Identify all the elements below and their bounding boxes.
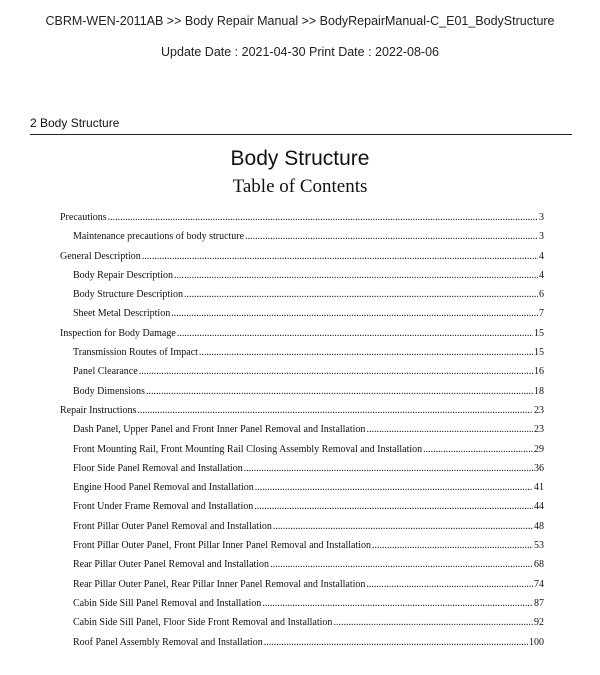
toc-entry-page: 100 [529,636,544,648]
document-title: Body Structure [230,147,370,170]
toc-entry-title: Rear Pillar Outer Panel Removal and Installation [73,559,270,571]
toc-leader-dots [174,266,538,285]
toc-entry[interactable] [60,362,544,381]
breadcrumb: CBRM-WEN-2011AB >> Body Repair Manual >> BodyRepairManual-C_E01_BodyStructure [45,14,555,28]
toc-entry-page: 53 [534,540,544,552]
toc-entry-page: 15 [534,347,544,359]
toc-entry-page: 7 [539,308,544,320]
toc-entry[interactable] [60,266,544,285]
toc-entry-page: 23 [534,404,544,416]
toc-leader-dots [199,343,533,362]
toc-entry-page: 3 [539,212,544,223]
toc-entry-title: Engine Hood Panel Removal and Installation [73,482,254,494]
toc-leader-dots [137,401,533,420]
toc-entry[interactable] [60,497,544,516]
toc-leader-dots [108,208,538,227]
toc-entry-title: Inspection for Body Damage [60,327,176,339]
toc-entry-page: 15 [534,327,544,339]
toc-entry[interactable] [60,420,544,439]
toc-entry-title: Front Pillar Outer Panel Removal and Installation [73,520,272,532]
toc-entry-title: Panel Clearance [73,366,138,378]
toc-entry[interactable] [60,382,544,401]
toc-entry-page: 18 [534,385,544,397]
toc-entry[interactable] [60,459,544,478]
update-print-dates: Update Date : 2021-04-30 Print Date : 2022-08-06 [161,45,439,59]
toc-leader-dots [244,459,533,478]
toc-entry-page: 74 [534,578,544,590]
toc-entry[interactable] [60,633,544,652]
toc-leader-dots [423,440,533,459]
toc-leader-dots [264,633,528,652]
toc-leader-dots [262,594,533,613]
toc-leader-dots [139,362,533,381]
toc-entry-title: Transmission Routes of Impact [73,347,198,359]
toc-leader-dots [273,517,533,536]
toc-entry[interactable] [60,536,544,555]
toc-entry-page: 3 [539,231,544,243]
toc-entry-title: Front Under Frame Removal and Installation [73,501,254,513]
toc-entry[interactable] [60,517,544,536]
toc-entry-page: 68 [534,559,544,571]
toc-entry[interactable] [60,247,544,266]
toc-entry-title: Roof Panel Assembly Removal and Installation [73,636,263,648]
toc-leader-dots [171,304,538,323]
toc-entry-title: Body Repair Description [73,269,173,281]
toc-leader-dots [254,497,533,516]
toc-entry-title: Cabin Side Sill Panel, Floor Side Front Removal and Installation [73,617,333,629]
toc-entry[interactable] [60,613,544,632]
toc-entry-title: Body Structure Description [73,289,183,301]
toc-entry-title: Floor Side Panel Removal and Installation [73,462,243,474]
toc-entry-title: Front Mounting Rail, Front Mounting Rail Closing Assembly Removal and Installation [73,443,423,455]
toc-entry[interactable] [60,208,544,227]
toc-entry[interactable] [60,440,544,459]
toc-entry-title: Sheet Metal Description [73,308,171,320]
toc-entry-page: 4 [539,269,544,281]
toc-entry-title: Body Dimensions [73,385,145,397]
toc-leader-dots [366,420,533,439]
toc-entry-page: 44 [534,501,544,513]
toc-entry[interactable] [60,478,544,497]
toc-entry-title: Dash Panel, Upper Panel and Front Inner Panel Removal and Installation [73,424,366,436]
toc-leader-dots [255,478,533,497]
toc-entry-page: 36 [534,462,544,474]
toc-entry-page: 29 [534,443,544,455]
toc-entry-title: Repair Instructions [60,404,137,416]
toc-leader-dots [177,324,533,343]
toc-entry[interactable] [60,555,544,574]
toc-entry-page: 92 [534,617,544,629]
toc-leader-dots [366,575,533,594]
toc-entry-title: Precautions [60,212,107,223]
toc-entry-title: Rear Pillar Outer Panel, Rear Pillar Inner Panel Removal and Installation [73,578,366,590]
toc-entry[interactable] [60,304,544,323]
toc-entry[interactable] [60,575,544,594]
toc-entry-page: 6 [539,289,544,301]
toc-entry[interactable] [60,594,544,613]
toc-leader-dots [245,227,538,246]
toc-entry-page: 23 [534,424,544,436]
toc-leader-dots [372,536,533,555]
toc-entry-page: 4 [539,250,544,262]
toc-entry-page: 87 [534,597,544,609]
toc-entry-page: 16 [534,366,544,378]
table-of-contents [60,208,544,652]
toc-heading: Table of Contents [232,176,368,197]
toc-entry[interactable] [60,227,544,246]
toc-leader-dots [270,555,533,574]
toc-leader-dots [333,613,533,632]
toc-leader-dots [146,382,533,401]
section-heading [30,116,572,135]
toc-entry-title: Maintenance precautions of body structure [73,231,245,243]
toc-entry-title: General Description [60,250,141,262]
toc-entry[interactable] [60,324,544,343]
toc-entry[interactable] [60,343,544,362]
toc-entry[interactable] [60,285,544,304]
toc-leader-dots [184,285,538,304]
toc-entry-title: Front Pillar Outer Panel, Front Pillar Inner Panel Removal and Installation [73,540,372,552]
toc-entry-page: 48 [534,520,544,532]
toc-entry[interactable] [60,401,544,420]
toc-leader-dots [142,247,538,266]
toc-entry-page: 41 [534,482,544,494]
section-label: 2 Body Structure [30,116,120,130]
toc-entry-title: Cabin Side Sill Panel Removal and Installation [73,597,262,609]
